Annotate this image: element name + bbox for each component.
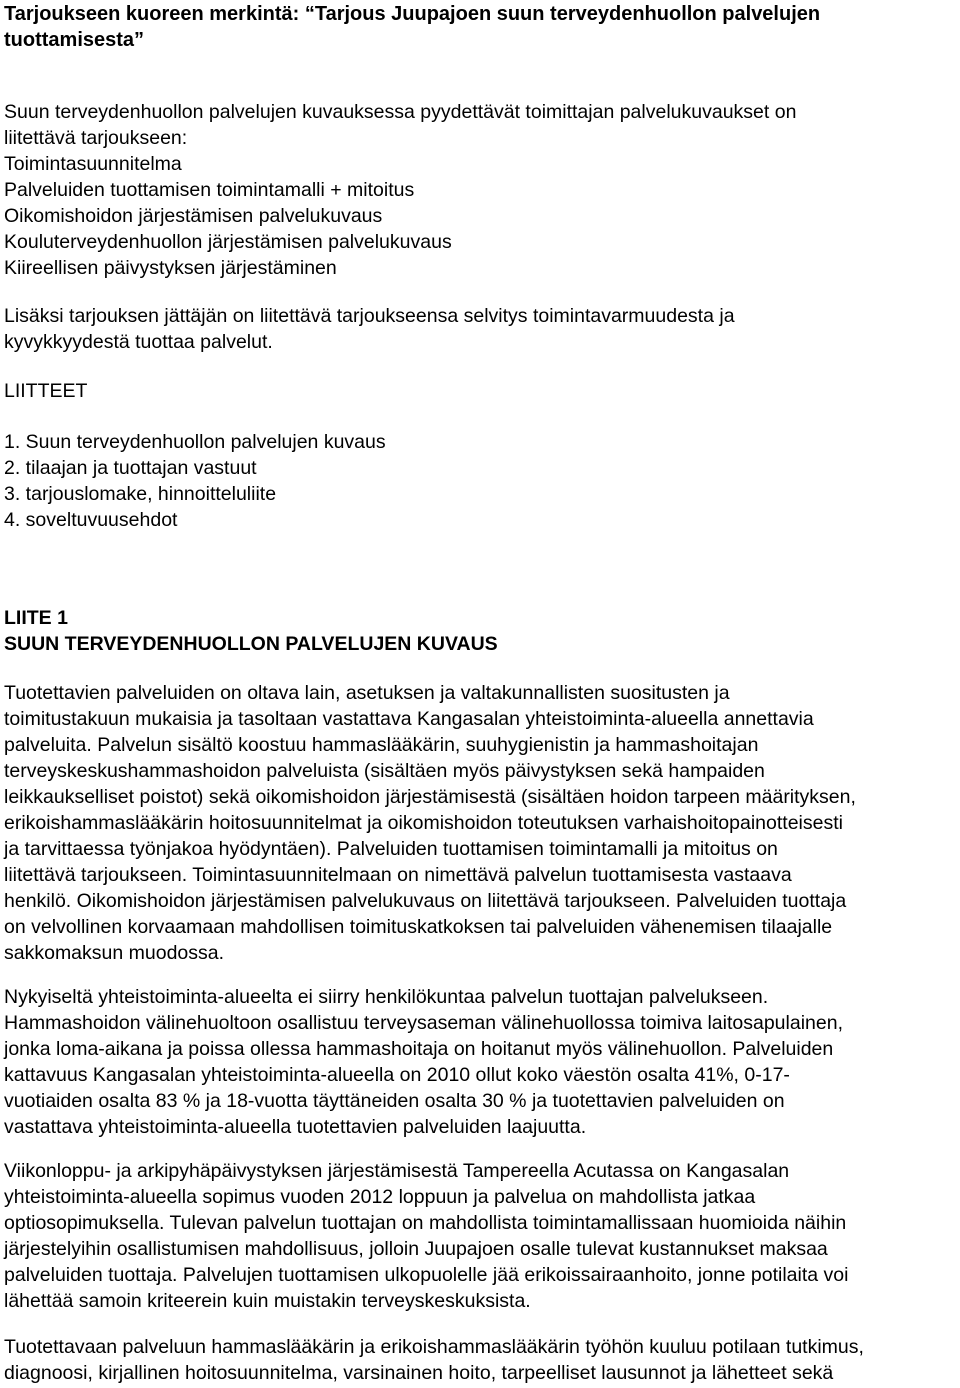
appendix-subheading: SUUN TERVEYDENHUOLLON PALVELUJEN KUVAUS	[4, 633, 498, 655]
paragraph-line: vastattava yhteistoiminta-alueella tuotettavien palveluiden laajuutta.	[4, 1116, 587, 1138]
paragraph-line: Tuotettavien palveluiden on oltava lain, asetuksen ja valtakunnallisten suositusten ja	[4, 682, 730, 704]
attachment-item: 2. tilaajan ja tuottajan vastuut	[4, 457, 257, 479]
paragraph-line: vuotiaiden osalta 83 % ja 18-vuotta täyttäneiden osalta 30 % ja tuotettavien palveluiden on	[4, 1090, 785, 1112]
document-title-line-1: Tarjoukseen kuoreen merkintä: “Tarjous Juupajoen suun terveydenhuollon palvelujen	[4, 3, 821, 25]
intro-list-item: Kiireellisen päivystyksen järjestäminen	[4, 257, 337, 279]
paragraph-line: kattavuus Kangasalan yhteistoiminta-alueella on 2010 ollut koko väestön osalta 41%, 0-17-	[4, 1064, 790, 1086]
intro-line: Suun terveydenhuollon palvelujen kuvauksessa pyydettävät toimittajan palvelukuvaukset on	[4, 101, 797, 123]
additional-section	[4, 303, 735, 355]
paragraph-line: leikkaukselliset poistot) sekä oikomishoidon järjestämisestä (sisältäen hoidon tarpeen määrityksen,	[4, 786, 856, 808]
attachment-item: 3. tarjouslomake, hinnoitteluliite	[4, 483, 277, 505]
paragraph-line: lähettää samoin kriteerein kuin muistakin terveyskeskuksista.	[4, 1290, 531, 1312]
paragraph-line: erikoishammaslääkärin hoitosuunnitelmat ja oikomishoidon toteutuksen varhaishoitopainotteisesti	[4, 812, 843, 834]
paragraph-line: jonka loma-aikana ja poissa ollessa hammashoitaja on hoitanut myös välinehuollon. Palveluiden	[4, 1038, 834, 1060]
paragraph-line: Nykyiseltä yhteistoiminta-alueelta ei siirry henkilökuntaa palvelun tuottajan palvelukseen.	[4, 986, 769, 1008]
paragraph-line: liitettävä tarjoukseen. Toimintasuunnitelmaan on nimettävä palvelun tuottamisesta vastaava	[4, 864, 792, 886]
paragraph-line: sakkomaksun muodossa.	[4, 942, 225, 964]
document-title-line-2: tuottamisesta”	[4, 29, 145, 51]
appendix-heading: LIITE 1	[4, 607, 68, 629]
attachment-item: 1. Suun terveydenhuollon palvelujen kuvaus	[4, 431, 386, 453]
paragraph-line: järjestelyihin osallistumisen mahdollisuus, jolloin Juupajoen osalle tulevat kustannukset maksaa	[4, 1238, 828, 1260]
appendix-paragraph	[4, 680, 856, 966]
intro-list-item: Kouluterveydenhuollon järjestämisen palvelukuvaus	[4, 231, 452, 253]
additional-line: kyvykkyydestä tuottaa palvelut.	[4, 331, 273, 353]
appendix-heading-block	[4, 605, 498, 657]
intro-list-item: Oikomishoidon järjestämisen palvelukuvaus	[4, 205, 383, 227]
intro-section	[4, 99, 796, 281]
intro-list-item: Palveluiden tuottamisen toimintamalli + mitoitus	[4, 179, 415, 201]
attachment-item: 4. soveltuvuusehdot	[4, 509, 178, 531]
paragraph-line: henkilö. Oikomishoidon järjestämisen palvelukuvaus on liitettävä tarjoukseen. Palveluiden tuottaja	[4, 890, 847, 912]
paragraph-line: optiosopimuksella. Tulevan palvelun tuottajan on mahdollista toimintamallissaan huomioida näihin	[4, 1212, 847, 1234]
attachments-heading: LIITTEET	[4, 380, 88, 402]
intro-line: liitettävä tarjoukseen:	[4, 127, 188, 149]
appendix-paragraph	[4, 1158, 848, 1314]
paragraph-line: on velvollinen korvaamaan mahdollisen toimituskatkoksen tai palveluiden vähenemisen tilaajalle	[4, 916, 833, 938]
paragraph-line: Tuotettavaan palveluun hammaslääkärin ja erikoishammaslääkärin työhön kuuluu potilaan tutkimus,	[4, 1336, 864, 1358]
paragraph-line: palveluita. Palvelun sisältö koostuu hammaslääkärin, suuhygienistin ja hammashoitajan	[4, 734, 759, 756]
intro-list-item: Toimintasuunnitelma	[4, 153, 182, 175]
paragraph-line: Viikonloppu- ja arkipyhäpäivystyksen järjestämisestä Tampereella Acutassa on Kangasalan	[4, 1160, 790, 1182]
attachments-section	[4, 378, 386, 533]
appendix-paragraph	[4, 1334, 864, 1386]
paragraph-line: terveyskeskushammashoidon palveluista (sisältäen myös päivystyksen sekä hampaiden	[4, 760, 765, 782]
paragraph-line: ja tarvittaessa työnjakoa hyödyntäen). Palveluiden tuottamisen toimintamalli ja mitoitus on	[4, 838, 778, 860]
paragraph-line: Hammashoidon välinehuoltoon osallistuu terveysaseman välinehuollossa toimiva laitosapulainen,	[4, 1012, 843, 1034]
additional-line: Lisäksi tarjouksen jättäjän on liitettävä tarjoukseensa selvitys toimintavarmuudesta ja	[4, 305, 735, 327]
paragraph-line: toimitustakuun mukaisia ja tasoltaan vastattava Kangasalan yhteistoiminta-alueella annettavia	[4, 708, 814, 730]
paragraph-line: yhteistoiminta-alueella sopimus vuoden 2012 loppuun ja palvelua on mahdollista jatkaa	[4, 1186, 756, 1208]
paragraph-line: diagnoosi, kirjallinen hoitosuunnitelma, varsinainen hoito, tarpeelliset lausunnot ja lähetteet sekä	[4, 1362, 834, 1384]
title-block	[4, 1, 820, 53]
appendix-paragraph	[4, 984, 843, 1140]
paragraph-line: palveluiden tuottaja. Palvelujen tuottamisen ulkopuolelle jää erikoissairaanhoito, jonne potilaita voi	[4, 1264, 849, 1286]
